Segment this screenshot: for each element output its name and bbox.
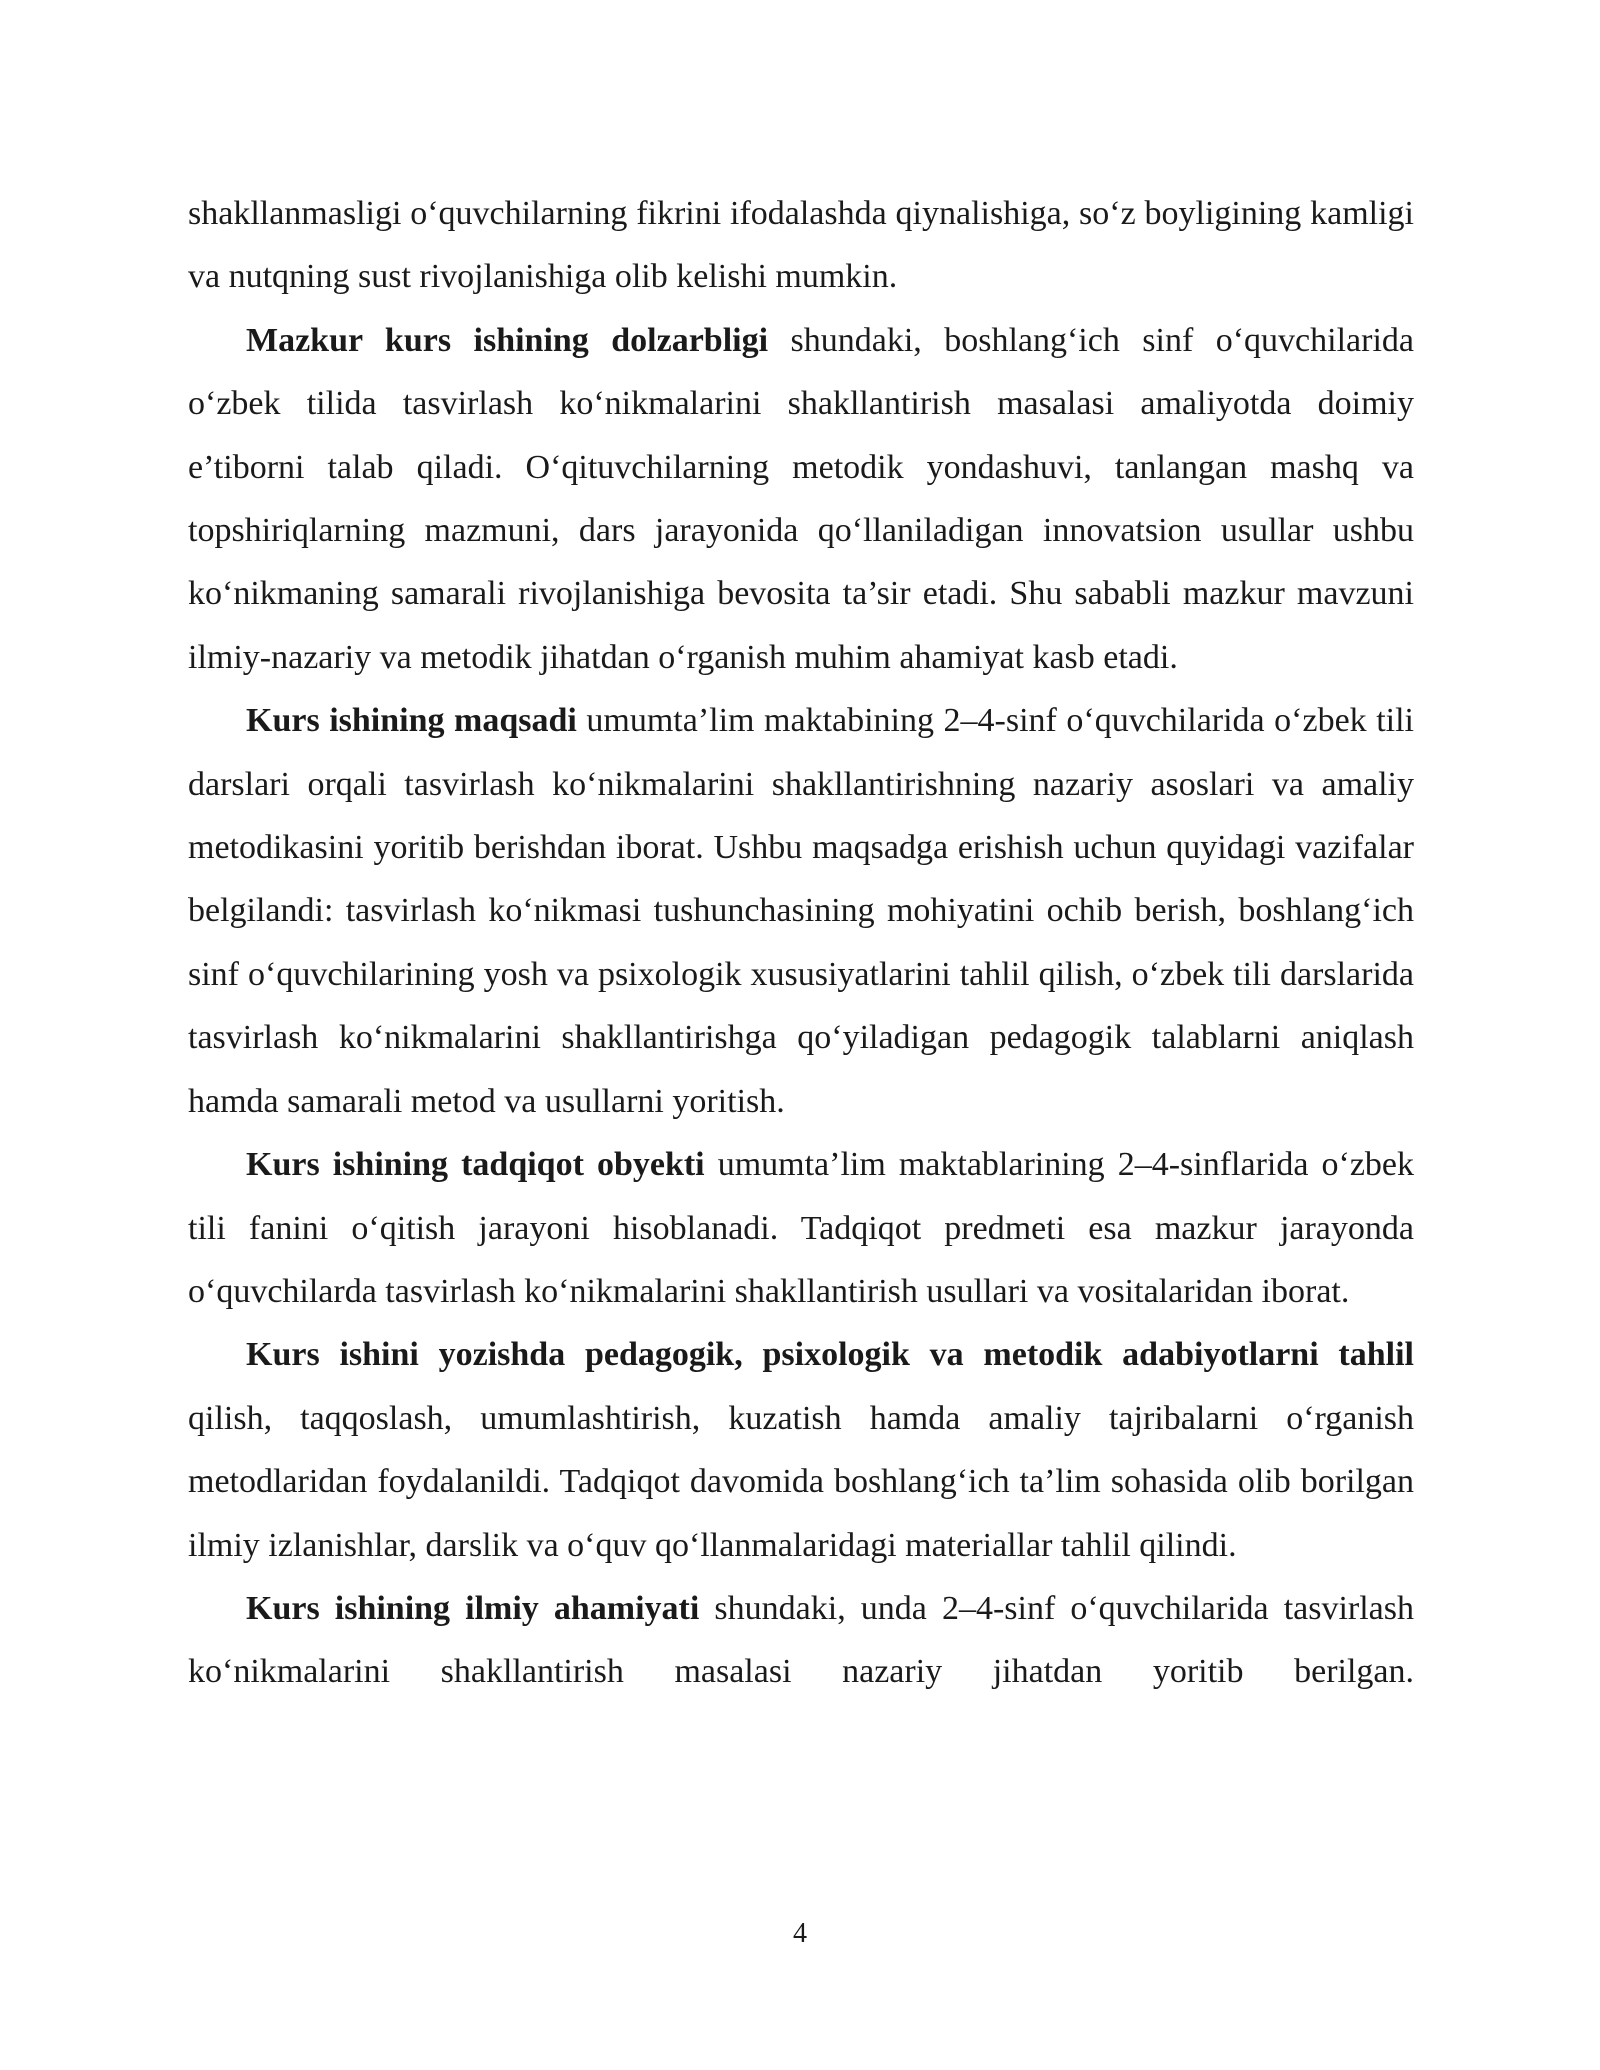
paragraph-text: shundaki, unda 2–4-sinf o‘quvchilarida tasvirlash ko‘nikmalarini shakllantirish masalasi nazariy jihatdan yoritib berilgan. xyxy=(188,1589,1414,1691)
paragraph-text: umumta’lim maktablarining 2–4-sinflarida o‘zbek tili fanini o‘qitish jarayoni hisoblanadi. Tadqiqot predmeti esa mazkur jarayonda o‘quvchilarda tasvirlash ko‘nikmalarini shakllantirish usullari va vositalaridan iborat. xyxy=(188,1146,1414,1310)
page-number: 4 xyxy=(793,1918,807,1949)
paragraph-text: shakllanmasligi o‘quvchilarning fikrini ifodalashda qiynalishiga, so‘z boyligining kamligi va nutqning sust rivojlanishiga olib kelishi mumkin. xyxy=(188,195,1414,296)
paragraph-relevance xyxy=(188,309,1414,689)
paragraph-lead: Kurs ishini yozishda pedagogik, psixologik va metodik adabiyotlarni tahlil xyxy=(246,1336,1414,1374)
paragraph-continuation xyxy=(188,182,1414,309)
paragraph-text: qilish, taqqoslash, umumlashtirish, kuzatish hamda amaliy tajribalarni o‘rganish metodlaridan foydalanildi. Tadqiqot davomida boshlang‘ich ta’lim sohasida olib borilgan ilmiy izlanishlar, darslik va o‘quv qo‘llanmalaridagi materiallar tahlil qilindi. xyxy=(188,1399,1414,1564)
paragraph-goal xyxy=(188,689,1414,1133)
paragraph-scientific-significance xyxy=(188,1577,1414,1704)
paragraph-lead: Kurs ishining tadqiqot obyekti xyxy=(246,1146,705,1184)
paragraph-text: shundaki, boshlang‘ich sinf o‘quvchilarida o‘zbek tilida tasvirlash ko‘nikmalarini shakllantirish masalasi amaliyotda doimiy e’tiborni talab qiladi. O‘qituvchilarning metodik yondashuvi, tanlangan mashq va topshiriqlarning mazmuni, dars jarayonida qo‘llaniladigan innovatsion usullar ushbu ko‘nikmaning samarali rivojlanishiga bevosita ta’sir etadi. Shu sababli mazkur mavzuni ilmiy-nazariy va metodik jihatdan o‘rganish muhim ahamiyat kasb etadi. xyxy=(188,321,1414,676)
paragraph-lead: Kurs ishining maqsadi xyxy=(246,702,577,740)
paragraph-lead: Mazkur kurs ishining dolzarbligi xyxy=(246,321,769,359)
page-body xyxy=(188,182,1414,1704)
paragraph-text: umumta’lim maktabining 2–4-sinf o‘quvchilarida o‘zbek tili darslari orqali tasvirlash ko‘nikmalarini shakllantirishning nazariy asoslari va amaliy metodikasini yoritib berishdan iborat. Ushbu maqsadga erishish uchun quyidagi vazifalar belgilandi: tasvirlash ko‘nikmasi tushunchasining mohiyatini ochib berish, boshlang‘ich sinf o‘quvchilarining yosh va psixologik xususiyatlarini tahlil qilish, o‘zbek tili darslarida tasvirlash ko‘nikmalarini shakllantirishga qo‘yiladigan pedagogik talablarni aniqlash hamda samarali metod va usullarni yoritish. xyxy=(188,702,1414,1120)
paragraph-lead: Kurs ishining ilmiy ahamiyati xyxy=(246,1589,700,1627)
paragraph-methods xyxy=(188,1323,1414,1577)
paragraph-research-object xyxy=(188,1133,1414,1323)
